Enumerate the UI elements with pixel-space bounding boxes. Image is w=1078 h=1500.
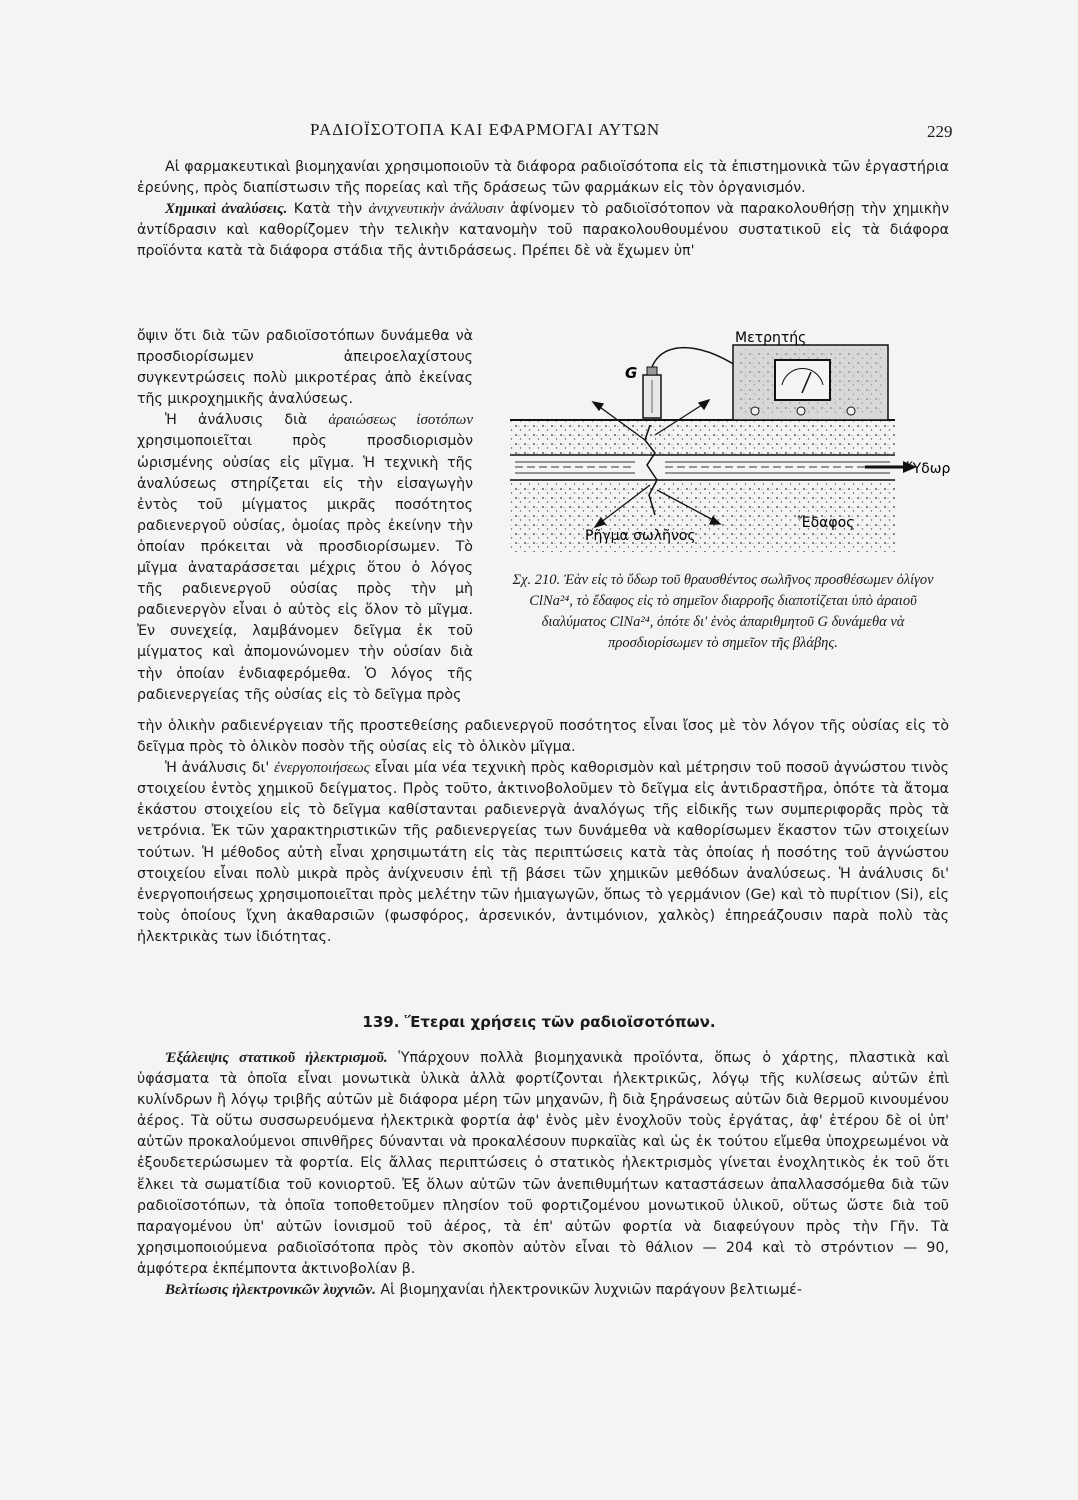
paragraph-sensitivity: ὄψιν ὅτι διὰ τῶν ραδιοϊσοτόπων δυνάμεθα νὰ προσδιορίσωμεν ἀπειροελαχίστους συγκεντρώσεις πολὺ μικροτέρας ἀπὸ ἐκείνας τῆς μικροχημικῆς ἀναλύσεως.: [137, 328, 473, 408]
page-number: 229: [927, 122, 953, 141]
left-column: [137, 326, 473, 706]
term-tracer-analysis: ἀνιχνευτικὴν ἀνάλυσιν: [368, 201, 504, 218]
running-header: [0, 120, 1078, 150]
heading-chemical-analysis: Χημικαὶ ἀναλύσεις.: [165, 201, 288, 218]
paragraph-ratio: τὴν ὁλικὴν ραδιενέργειαν τῆς προστεθείσης ραδιενεργοῦ ποσότητος εἶναι ἴσος μὲ τὸν λόγον τῆς οὐσίας εἰς τὸ δεῖγμα πρὸς τὸ ὁλικὸν ποσὸν τῆς οὐσίας εἰς τὸ ὁλικὸν μῖγμα.: [137, 718, 949, 756]
soil-upper: [510, 420, 895, 455]
term-isotope-dilution: ἀραιώσεως ἰσοτόπων: [328, 412, 473, 429]
label-rupture: Ρῆγμα σωλῆνος: [585, 528, 696, 544]
intro-block: [137, 157, 949, 262]
paragraph-static-electricity: [137, 1048, 949, 1280]
term-activation: ἐνεργοποιήσεως: [274, 760, 370, 777]
text-run: χρησιμοποιεῖται πρὸς προσδιορισμὸν ὡρισμένης οὐσίας εἰς μῖγμα. Ἡ τεχνικὴ τῆς ἀναλύσεως στηρίζεται εἰς τὴν εἰσαγωγὴν ἐντὸς τοῦ μίγματος μικρᾶς ποσότητος ραδιενεργοῦ οὐσίας, ὁμοίας πρὸς ἐκείνην τὴν ὁποίαν πρόκειται νὰ προσδιορίσωμεν. Τὸ μῖγμα ἀναταράσσεται μέχρις ὅτου ὁ λόγος τῆς ραδιενεργοῦ οὐσίας πρὸς τὴν μὴ ραδιενεργὸν εἶναι ὁ αὐτὸς εἰς ὅλον τὸ μῖγμα. Ἐν συνεχείᾳ, λαμβάνομεν δεῖγμα ἐκ τοῦ μίγματος καὶ ἀπομονώνομεν τὴν οὐσίαν διὰ τὴν ὁποίαν ἐνδιαφερόμεθα. Ὁ λόγος τῆς ραδιενεργείας τῆς οὐσίας εἰς τὸ δεῖγμα πρὸς: [137, 433, 473, 703]
section-heading: 139. Ἕτεραι χρήσεις τῶν ραδιοϊσοτόπων.: [362, 1013, 716, 1031]
paragraph-activation: [137, 758, 949, 948]
text-run: εἶναι μία νέα τεχνικὴ πρὸς καθορισμὸν καὶ μέτρησιν τοῦ ποσοῦ ἀγνώστου τινὸς στοιχείου ἐντὸς χημικοῦ δείγματος. Πρὸς τοῦτο, ἀκτινοβολοῦμεν τὸ δεῖγμα εἰς ἀντιδραστῆρα, ὁπότε τὰ ἄτομα ἑκάστου στοιχείου εἰς τὸ δεῖγμα καθίστανται ραδιενεργὰ ἀναλόγως τῆς εἰδικῆς των συμπεριφορᾶς πρὸς τὰ νετρόνια. Ἐκ τῶν χαρακτηριστικῶν τῆς ραδιενεργείας των δυνάμεθα νὰ καθορίσωμεν ἕκαστον τῶν στοιχείων τούτων. Ἡ μέθοδος αὐτὴ εἶναι χρησιμωτάτη εἰς τὰς περιπτώσεις κατὰ τὰς ὁποίας ἡ ποσότης τοῦ ἀγνώστου στοιχείου εἶναι πολὺ μικρὰ πρὸς ἀνίχνευσιν ἐπὶ τῇ βάσει τῶν χημικῶν μεθόδων ἀναλύσεως. Ἡ ἀνάλυσις δι' ἐνεργοποιήσεως χρησιμοποιεῖται πρὸς μελέτην τῶν ἡμιαγωγῶν, ὅπως τὸ γερμάνιον (Ge) καὶ τὸ πυρίτιον (Si), εἰς τοὺς ὁποίους ἴχνη ἀκαθαρσιῶν (φωσφόρος, ἀρσενικόν, ἀντιμόνιον, χαλκὸς) ἐπηρεάζουσιν παρὰ πολὺ τὰς ἠλεκτρικὰς των ἰδιότητας.: [137, 760, 949, 945]
paragraph-chemical-analysis: [137, 199, 949, 262]
paragraph-tubes: [137, 1280, 949, 1301]
heading-tubes: Βελτίωσις ἠλεκτρονικῶν λυχνιῶν.: [165, 1282, 376, 1299]
text-run: Ἡ ἀνάλυσις διὰ: [165, 412, 329, 429]
label-soil: Ἔδαφος: [798, 515, 855, 531]
paragraph-isotope-dilution: [137, 410, 473, 705]
geiger-probe: [643, 367, 661, 418]
text-run: Ἡ ἀνάλυσις δι': [165, 760, 275, 777]
label-water: Ὕδωρ: [907, 461, 951, 477]
counter-instrument: [733, 345, 888, 420]
figure-caption: Σχ. 210. Ἐὰν εἰς τὸ ὕδωρ τοῦ θραυσθέντος σωλῆνος προσθέσωμεν ὀλίγον ClNa²⁴, τὸ ἔδαφος εἰς τὸ σημεῖον διαρροῆς διαποτίζεται ὑπὸ ἀραιοῦ διαλύματος ClNa²⁴, ὁπότε δι' ἑνὸς ἀπαριθμητοῦ G δυνάμεθα νὰ προσδιορίσωμεν τὸ σημεῖον τῆς βλάβης.: [512, 572, 934, 651]
text-run: Αἱ βιομηχανίαι ἠλεκτρονικῶν λυχνιῶν παράγουν βελτιωμέ-: [375, 1282, 802, 1299]
section-body: [137, 1048, 949, 1301]
continuation-block: [137, 716, 949, 948]
text-run: Ὑπάρχουν πολλὰ βιομηχανικὰ προϊόντα, ὅπως ὁ χάρτης, πλαστικὰ καὶ ὑφάσματα τὰ ὁποῖα εἶναι μονωτικὰ ὑλικὰ ἀλλὰ φορτίζονται ἠλεκτρικῶς, λόγῳ τῆς κυλίσεως αὐτῶν ἐπὶ κυλίνδρων ἢ λόγῳ τριβῆς αὐτῶν μὲ διάφορα μέρη τῶν μηχανῶν, ἢ διὰ ξηράνσεως αὐτῶν διὰ θερμοῦ κινουμένου ἀέρος. Τὰ οὕτω συσσωρευόμενα ἠλεκτρικὰ φορτία ἀφ' ἑνὸς μὲν ἐνοχλοῦν τοὺς ἐργάτας, ἀφ' ἑτέρου δὲ οἱ ὑπ' αὐτῶν προκαλούμενοι σπινθῆρες δύνανται νὰ προκαλέσουν πυρκαϊὰς καὶ ὡς ἐκ τούτου εἴμεθα ὑποχρεωμένοι νὰ ἐξουδετερώσωμεν τὰ φορτία. Εἰς ἄλλας περιπτώσεις ὁ στατικὸς ἠλεκτρισμὸς γίνεται ἐνοχλητικὸς ἐκ τοῦ ὅτι ἕλκει τὰ σωματίδια τοῦ κονιορτοῦ. Ἐξ ὅλων αὐτῶν τῶν ἀνεπιθυμήτων καταστάσεων ἀπαλλασσόμεθα διὰ τῶν ραδιοϊσοτόπων, τὰ ὁποῖα τοποθετοῦμεν πλησίον τοῦ φορτιζομένου μονωτικοῦ ὑλικοῦ, οὕτως ὥστε διὰ τοῦ παραγομένου ὑπ' αὐτῶν ἰονισμοῦ τοῦ ἀέρος, τὰ ἐπ' αὐτῶν φορτία νὰ διαφεύγουν πρὸς τὴν Γῆν. Τὰ χρησιμοποιούμενα ραδιοϊσότοπα πρὸς τὸν σκοπὸν αὐτὸν εἶναι τὸ θάλιον — 204 καὶ τὸ στρόντιον — 90, ἀμφότερα ἐκπέμποντα ἀκτινοβολίαν β.: [137, 1050, 949, 1277]
label-counter: Μετρητής: [735, 330, 807, 346]
text-run: Κατὰ τὴν: [287, 201, 369, 218]
heading-static: Ἐξάλειψις στατικοῦ ἠλεκτρισμοῦ.: [165, 1050, 388, 1066]
figure-leak-detection: [505, 325, 955, 555]
paragraph-pharma: Αἱ φαρμακευτικαὶ βιομηχανίαι χρησιμοποιοῦν τὰ διάφορα ραδιοϊσότοπα εἰς τὰ ἐπιστημονικὰ τῶν ἐργαστήρια ἐρεύνης, πρὸς διαπίστωσιν τῆς πορείας καὶ τῆς δράσεως τῶν φαρμάκων εἰς τὸν ὀργανισμόν.: [137, 159, 949, 197]
label-g: G: [625, 364, 638, 382]
running-title: ΡΑΔΙΟΪΣΟΤΟΠΑ ΚΑΙ ΕΦΑΡΜΟΓΑΙ ΑΥΤΩΝ: [310, 120, 661, 139]
text-run: ἀφίνομεν τὸ ραδιοϊσότοπον νὰ παρακολουθήσῃ τὴν χημικὴν ἀντίδρασιν καὶ καθορίζομεν τὴν τελικὴν κατανομὴν τοῦ παρακολουθουμένου συστατικοῦ εἰς τὰ διάφορα προϊόντα κατὰ τὰ διάφορα στάδια τῆς ἀντιδράσεως. Πρέπει δὲ νὰ ἔχωμεν ὑπ': [137, 201, 949, 260]
